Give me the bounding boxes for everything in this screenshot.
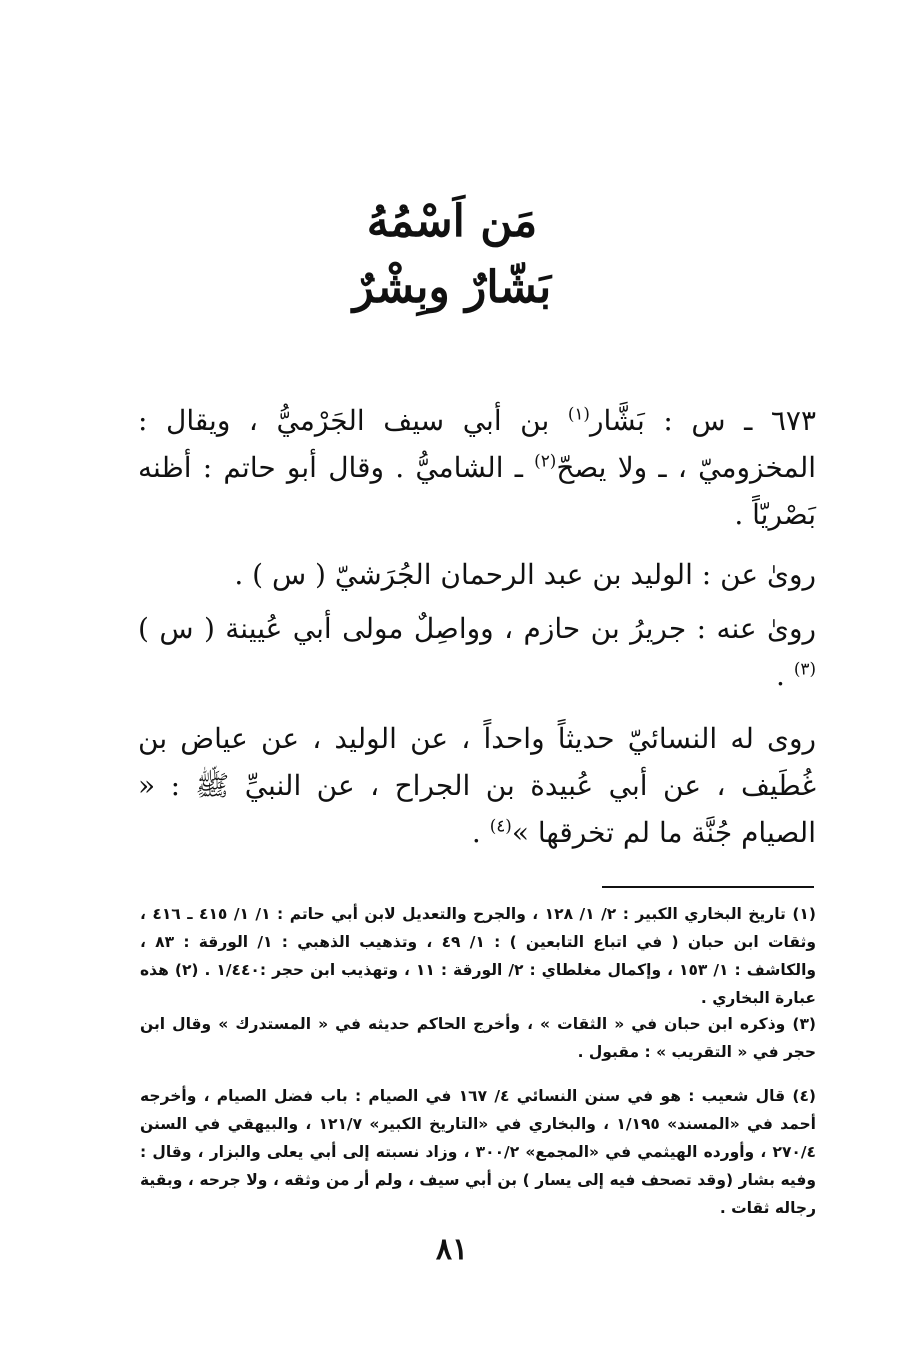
hadith-text: روى له النسائيّ حديثاً واحداً ، عن الوليد ، عن عياض بن غُطَيف ، عن أبي عُبيدة بن الجراح ، عن النبيِّ ﷺ : « الصيام جُنَّة ما لم تخرقها » xyxy=(138,722,816,849)
footnote-4: (٤) قال شعيب : هو في سنن النسائي ٤/ ١٦٧ في الصيام : باب فضل الصيام ، وأخرجه أحمد في «المسند» ١/١٩٥ ، والبخاري في «التاريخ الكبير» ١٢١/٧ ، والبيهقي في السنن ٢٧٠/٤ ، وأورده الهيثمي في «المجمع» ٣٠٠/٢ ، وزاد نسبته إلى أبي يعلى والبزار ، وقال : وفيه بشار (وقد تصحف فيه إلى يسار ) بن أبي سيف ، ولم أر من وثقه ، ولا جرحه ، وبقية رجاله ثقات . xyxy=(140,1087,817,1217)
entry-text-start: ٦٧٣ ـ س : بَشَّار xyxy=(589,404,816,437)
biography-entry xyxy=(138,397,816,538)
hadith-end: . xyxy=(471,816,490,849)
footnote-1: (١) تاريخ البخاري الكبير : ٢/ ١/ ١٢٨ ، والجرح والتعديل لابن أبي حاتم : ١/ ١/ ٤١٥ ـ ٤١٦ ، وثقات ابن حبان ( في اتباع التابعين ) : ١/ ٤٩ ، وتذهيب الذهبي : ١/ الورقة : ٨٣ ، والكاشف : ١/ ١٥٣ ، وإكمال مغلطاي : ٢/ الورقة : ١١ ، وتهذيب ابن حجر :١/٤٤٠ . (٢) هذه عبارة البخاري . xyxy=(140,905,817,1007)
narrated-by-end: . xyxy=(776,659,794,692)
page-number: ٨١ xyxy=(435,1232,469,1267)
footnote-marker-1: (١) xyxy=(567,403,590,424)
footnote-marker-3: (٣) xyxy=(793,658,816,679)
footnote-marker-4: (٤) xyxy=(489,815,512,836)
hadith-paragraph xyxy=(138,715,816,856)
narrated-by-text: رویٰ عنه : جريرُ بن حازم ، وواصِلٌ مولى أبي عُيينة ( س ) xyxy=(138,612,816,645)
entry-text-end: ـ الشاميُّ . وقال أبو حاتم : أظنه بَصْريّاً . xyxy=(138,451,816,531)
narrated-by-paragraph xyxy=(138,605,816,699)
footnote-marker-2: (٢) xyxy=(534,450,557,471)
entry-text-middle: بن أبي سيف الجَرْميُّ ، ويقال : المخزوميّ ، ـ ولا يصحّ xyxy=(138,404,816,484)
narrated-from-paragraph: رویٰ عن : الوليد بن عبد الرحمان الجُرَشيّ ( س ) . xyxy=(234,558,816,591)
footnote-separator xyxy=(602,886,814,888)
section-subtitle: بَشّارٌ وبِشْرٌ xyxy=(352,262,552,313)
section-title: مَن اَسْمُهُ xyxy=(366,196,538,247)
footnote-3: (٣) وذكره ابن حبان في « الثقات » ، وأخرج الحاكم حديثه في « المستدرك » وقال ابن حجر في « التقريب » : مقبول . xyxy=(140,1015,816,1061)
